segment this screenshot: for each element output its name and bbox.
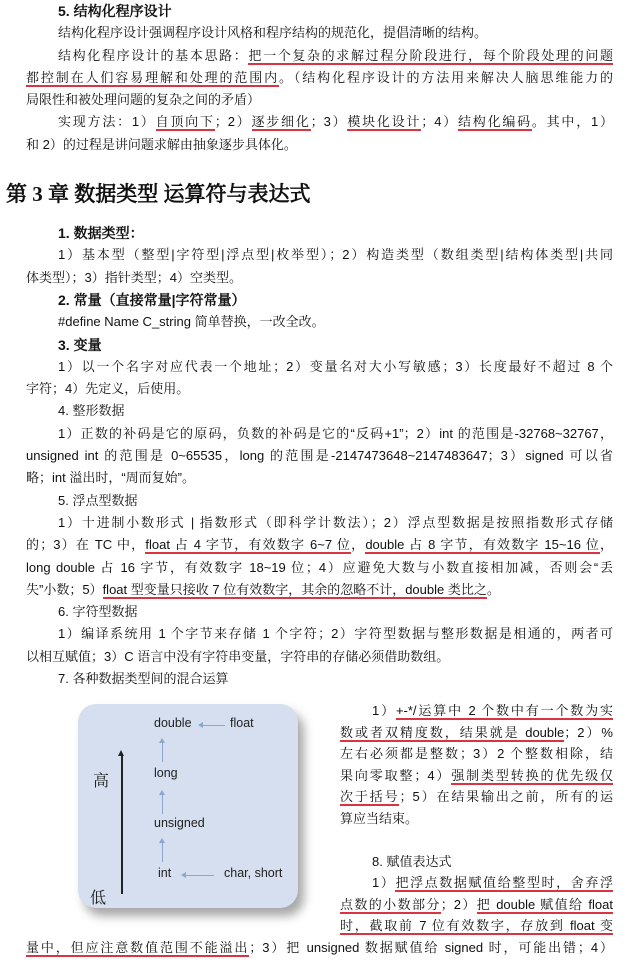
- text-line: [340, 872, 613, 894]
- section-heading: [26, 289, 613, 311]
- text-segment: ；2）%: [564, 724, 613, 740]
- text-segment: 1. 数据类型：: [58, 225, 144, 242]
- underlined-text: 强制类型转换的优先级仅: [451, 767, 613, 783]
- arrow-up-icon: [162, 742, 163, 762]
- underlined-text: +-*/运算中 2 个数中有一个数为实: [395, 703, 614, 719]
- text-segment: 结构化程序设计强调程序设计风格和程序结构的规范化，提倡清晰的结构。: [58, 25, 488, 41]
- text-line: [26, 646, 613, 668]
- arrow-up-icon: [162, 842, 163, 862]
- text-line: [340, 722, 613, 744]
- underlined-text: 把浮点数据赋值给整型时，舍弃浮: [395, 875, 613, 891]
- text-segment: 实现方法：1）: [58, 114, 156, 130]
- text-segment: 3. 变量: [58, 336, 102, 353]
- text-line: [340, 894, 613, 916]
- text-segment: 略；int 溢出时，“周而复始”。: [26, 470, 196, 486]
- section-heading: [26, 0, 613, 22]
- high-low-arrow: [121, 754, 123, 894]
- text-segment: ；3）: [310, 114, 348, 130]
- section-heading: [26, 222, 613, 244]
- text-segment: 果向零取整；4）: [340, 767, 452, 783]
- underlined-text: 次于括号: [340, 789, 400, 805]
- text-segment: 体类型）；3）指针类型；4）空类型。: [26, 269, 242, 285]
- text-segment: 2. 常量（直接常量|字符常量）: [58, 291, 246, 308]
- underlined-text: 自顶向下: [155, 114, 215, 130]
- text-segment: 以相互赋值；3）C 语言中没有字符串变量，字符串的存储必须借助数组。: [26, 648, 450, 664]
- text-line: [26, 22, 613, 44]
- chapter-title: 第 3 章 数据类型 运算符与表达式: [6, 182, 311, 207]
- text-segment: ，: [351, 537, 366, 553]
- section-heading: [26, 334, 613, 356]
- text-segment: ；5）在结果输出之前，所有的运: [399, 789, 613, 805]
- text-segment: 7. 各种数据类型间的混合运算: [58, 671, 229, 687]
- underlined-text: 把 double 赋值给 float: [476, 896, 613, 912]
- text-line: [26, 89, 613, 111]
- underlined-text: 把一个复杂的求解过程分阶段进行，每个阶段处理的问题: [248, 47, 613, 63]
- text-line: [340, 851, 613, 873]
- text-segment: 1）: [372, 875, 396, 891]
- text-line: [340, 915, 613, 937]
- text-segment: long double 占 16 字节，有效数字 18~19 位；4）应避免大数与小数直接相加减，否则会“丢: [26, 559, 613, 575]
- text-line: [340, 743, 613, 765]
- text-segment: 。（结构化程序设计的方法用来解决人脑思维能力的: [279, 69, 613, 85]
- text-line: [26, 623, 613, 645]
- text-line: [26, 45, 613, 67]
- type-float: float: [230, 716, 254, 731]
- underlined-text: float 占 4 字节，有效数字 6~7 位: [145, 537, 352, 553]
- text-line: [26, 311, 613, 333]
- type-conversion-diagram: [78, 704, 298, 908]
- text-line: [26, 111, 613, 133]
- text-line: [26, 134, 613, 156]
- text-segment: 1）基本型（整型|字符型|浮点型|枚举型）；2）构造类型（数组类型|结构体类型|共同: [58, 247, 613, 263]
- type-unsigned: unsigned: [154, 816, 205, 831]
- section-structured-programming: [26, 0, 613, 156]
- underlined-text: 都控制在人们容易理解和处理的范围内: [26, 69, 280, 85]
- mixed-operations-block: [26, 690, 613, 937]
- type-double: double: [154, 716, 192, 731]
- text-line: [26, 445, 613, 467]
- type-int: int: [158, 866, 172, 881]
- text-segment: #define Name C_string 简单替换，一改全改。: [58, 314, 325, 330]
- section-data-types: [26, 222, 613, 690]
- underlined-text: 结构化编码: [458, 114, 532, 130]
- arrow-up-icon: [162, 794, 163, 814]
- text-line: [26, 400, 613, 422]
- text-segment: ；4）: [421, 114, 459, 130]
- text-segment: 字符；4）先定义，后使用。: [26, 381, 190, 397]
- text-segment: 1）十进制小数形式 | 指数形式（即科学计数法）；2）浮点型数据是按照指数形式存储: [58, 514, 613, 530]
- assignment-continuation: [26, 937, 613, 959]
- underlined-text: 模块化设计: [347, 114, 422, 130]
- underlined-text: 数或者双精度数，结果就是 double: [340, 724, 565, 740]
- text-line: [26, 467, 613, 489]
- text-segment: 4. 整形数据: [58, 403, 125, 419]
- type-char-short: char, short: [224, 866, 283, 881]
- text-line: [340, 786, 613, 808]
- underlined-text: 逐步细化: [251, 114, 311, 130]
- text-line: [26, 534, 613, 556]
- text-segment: 的；3）在 TC 中，: [26, 537, 146, 553]
- text-line: [26, 490, 613, 512]
- text-segment: 1）正数的补码是它的原码，负数的补码是它的“反码+1”；2）int 的范围是-32768~32767，: [58, 425, 613, 441]
- text-line: [26, 937, 613, 959]
- text-segment: 。其中，1）: [531, 114, 613, 130]
- text-line: [26, 356, 613, 378]
- text-segment: ，: [599, 537, 613, 553]
- underlined-text: 时，截取前 7 位有效数字，存放到 float 变: [340, 918, 613, 934]
- arrow-left-icon: [203, 725, 225, 726]
- text-segment: 5. 浮点型数据: [58, 492, 138, 508]
- text-line: [26, 668, 613, 690]
- text-segment: 左右必须都是整数；3）2 个整数相除，结: [340, 746, 613, 762]
- text-segment: unsigned int 的范围是 0~65535，long 的范围是-2147473648~2147483647；3）signed 可以省: [26, 448, 613, 464]
- text-line: [26, 67, 613, 89]
- text-line: [26, 601, 613, 623]
- arrow-left-icon: [186, 875, 214, 876]
- text-segment: 失”小数；5）: [26, 581, 103, 597]
- text-line: [26, 423, 613, 445]
- text-segment: 6. 字符型数据: [58, 604, 138, 620]
- text-segment: ；2）: [440, 896, 477, 912]
- text-segment: 算应当结束。: [340, 810, 419, 826]
- text-line: [340, 808, 613, 830]
- text-segment: 1）: [372, 703, 396, 719]
- underlined-text: 点数的小数部分: [340, 896, 441, 912]
- text-segment: 1）编译系统用 1 个字节来存储 1 个字符；2）字符型数据与整形数据是相通的，两者可: [58, 626, 613, 642]
- text-segment: 结构化程序设计的基本思路：: [58, 47, 249, 63]
- underlined-text: 量中，但应注意数值范围不能溢出: [26, 940, 250, 956]
- text-segment: 5. 结构化程序设计: [58, 3, 172, 19]
- text-segment: 8. 赋值表达式: [372, 853, 452, 869]
- text-segment: 。: [486, 581, 500, 597]
- text-line: [340, 829, 613, 851]
- label-high: 高: [93, 773, 110, 791]
- text-line: [340, 765, 613, 787]
- text-segment: 1）以一个名字对应代表一个地址；2）变量名对大小写敏感；3）长度最好不超过 8 个: [58, 358, 613, 374]
- text-segment: ；3）把 unsigned 数据赋值给 signed 时，可能出错；4）: [249, 940, 613, 956]
- text-line: [26, 579, 613, 601]
- type-long: long: [154, 766, 178, 781]
- arrow-head-icon: [118, 750, 124, 756]
- text-line: [26, 267, 613, 289]
- text-line: [26, 244, 613, 266]
- text-segment: ；2）: [214, 114, 252, 130]
- text-segment: 局限性和被处理问题的复杂之间的矛盾）: [26, 92, 261, 108]
- underlined-text: double 占 8 字节，有效数字 15~16 位: [365, 537, 600, 553]
- text-line: [26, 512, 613, 534]
- text-segment: 和 2）的过程是讲问题求解由抽象逐步具体化。: [26, 136, 297, 152]
- document-page: [6, 0, 614, 960]
- underlined-text: float 型变量只接收 7 位有效数字，其余的忽略不计，double 类比之: [102, 581, 487, 597]
- text-line: [340, 700, 613, 722]
- text-line: [26, 378, 613, 400]
- label-low: 低: [90, 890, 107, 908]
- mixed-operations-text: [340, 700, 613, 937]
- text-line: [26, 557, 613, 579]
